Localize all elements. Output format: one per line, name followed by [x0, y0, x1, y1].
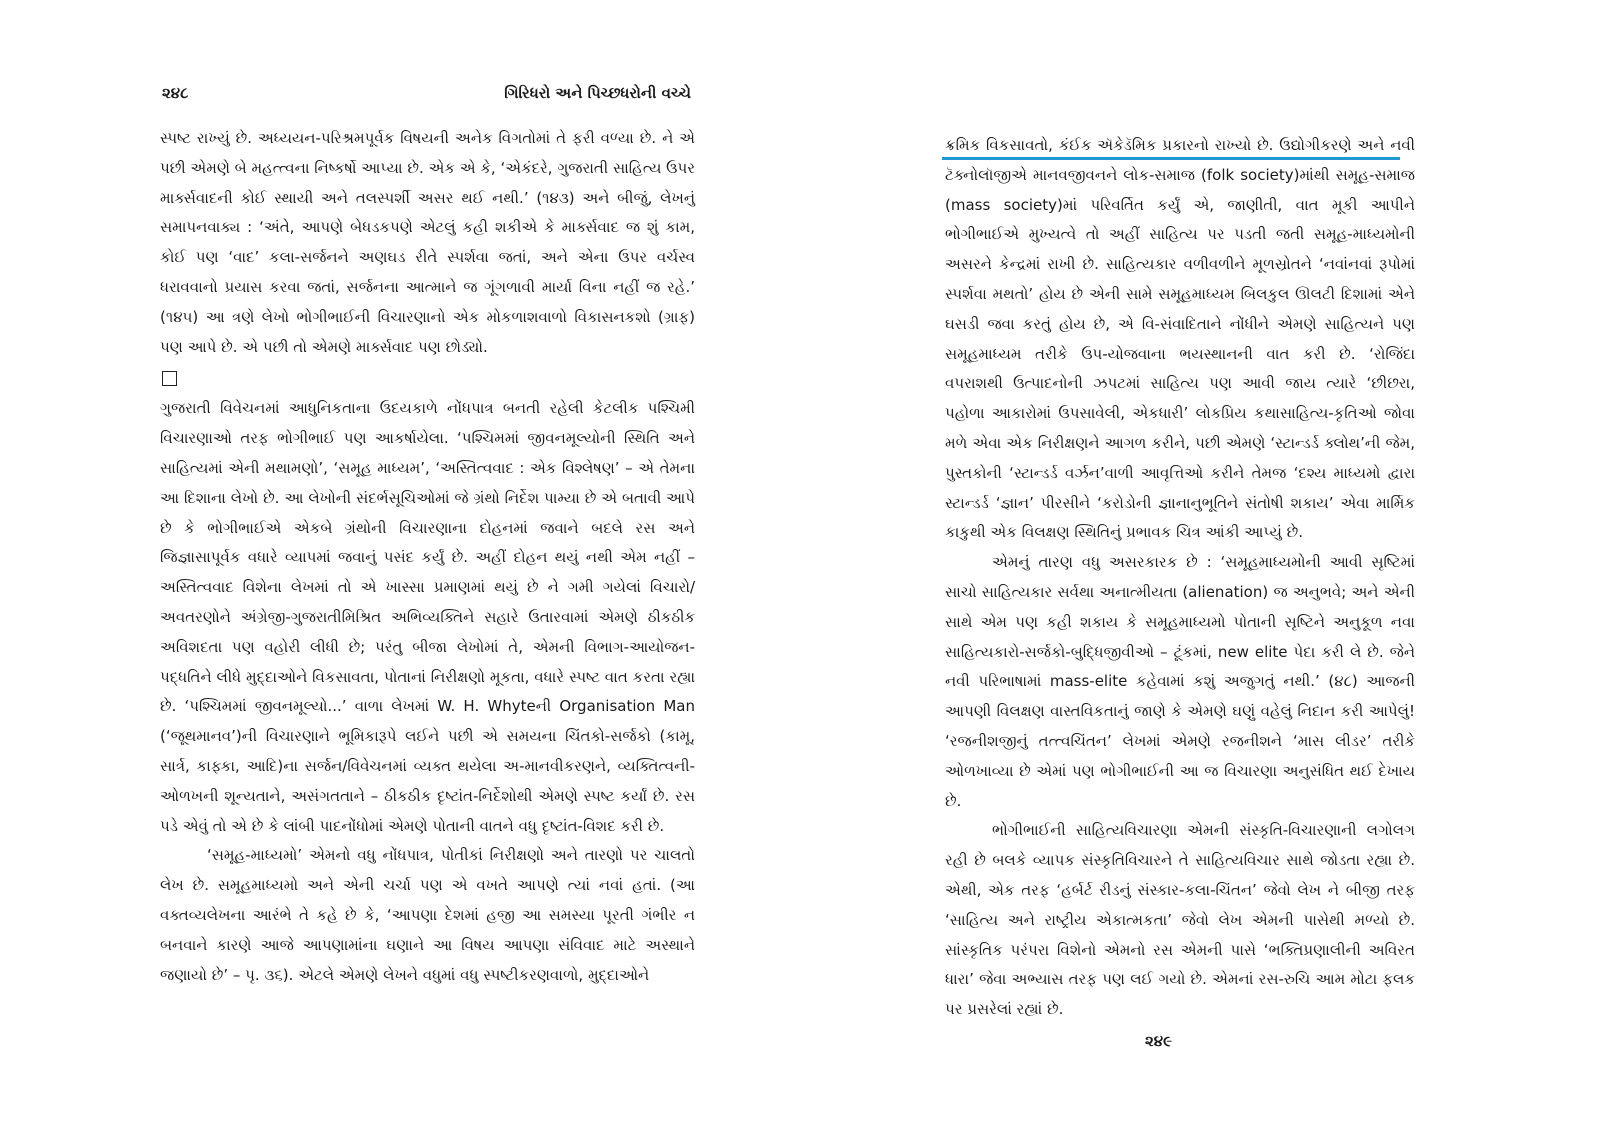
paragraph: ‘સમૂહ-માધ્યમો’ એમનો વધુ નોંધપાત્ર, પોતીકાં નિરીક્ષણો અને તારણો પર ચાલતો લેખ છે. સમૂહમાધ્યમો અને એની ચર્ચા પણ એ વખતે આપણે ત્યાં નવાં હતાં. (આ વક્તવ્યલેખના આરંભે તે કહે છે કે, ‘આપણા દેશમાં હજી આ સમસ્યા પૂરતી ગંભીર ન બનવાને કારણે આજે આપણામાંના ઘણાને આ વિષય આપણા સંવિવાદ માટે અસ્થાને જણાયો છે’ – પૃ. ૩૬). એટલે એમણે લેખને વધુમાં વધુ સ્પષ્ટીકરણવાળો, મુદ્દાઓને	[160, 846, 695, 984]
right-body-text	[945, 131, 1415, 1025]
paragraph: ક્રમિક વિકસાવતો, કંઈક ઍકેડૅમિક પ્રકારનો રાખ્યો છે. ઉદ્યોગીકરણે અને નવી ટૅક્નોલૉજીએ માનવજીવનને લોક-સમાજ (folk society)માંથી સમૂહ-સમાજ (mass society)માં પરિવર્તિત કર્યું એ, જાણીતી, વાત મૂકી આપીને ભોગીભાઈએ મુખ્યત્વે તો અહીં સાહિત્ય પર પડતી જતી સમૂહ-માધ્યમોની અસરને કેન્દ્રમાં રાખી છે. સાહિત્યકાર વળીવળીને મૂળસ્રોતને ‘નવાંનવાં રૂપોમાં સ્પર્શવા મથતો’ હોય છે એની સામે સમૂહમાધ્યમ બિલકુલ ઊલટી દિશામાં એને ઘસડી જવા કરતું હોય છે, એ વિ-સંવાદિતાને નોંધીને એમણે સાહિત્યને પણ સમૂહમાધ્યમ તરીકે ઉપ-યોજવાના ભયસ્થાનની વાત કરી છે. ‘રોજિંદા વપરાશથી ઉત્પાદનોની ઝપટમાં સાહિત્ય પણ આવી જાય ત્યારે ‘છીછરા, પહોળા આકારોમાં ઉપસાવેલી, એકધારી’ લોકપ્રિય કથાસાહિત્ય-કૃતિઓ જોવા મળે એવા એક નિરીક્ષણને આગળ કરીને, પછી એમણે ‘સ્ટાન્ડર્ડ ક્લોથ’ની જેમ, પુસ્તકોની ‘સ્ટાન્ડર્ડ વર્ઝન’વાળી આવૃત્તિઓ કરીને તેમજ ‘દશ્ય માધ્યમો દ્વારા સ્ટાન્ડર્ડ ‘જ્ઞાન’ પીરસીને ‘કરોડોની જ્ઞાનાનુભૂતિને સંતોષી શકાય’ એવા માર્મિક કાકુથી એક વિલક્ષણ સ્થિતિનું પ્રભાવક ચિત્ર આંકી આપ્યું છે.	[945, 136, 1415, 542]
running-head	[160, 84, 695, 108]
page-number: ૨૪૯	[1145, 1032, 1172, 1050]
paragraph: ગુજરાતી વિવેચનમાં આધુનિકતાના ઉદયકાળે નોંધપાત્ર બનતી રહેલી કેટલીક પશ્ચિમી વિચારણાઓ તરફ ભોગીભાઈ પણ આકર્ષાયેલા. ‘પશ્ચિમમાં જીવનમૂલ્યોની સ્થિતિ અને સાહિત્યમાં એની મથામણો’, ‘સમૂહ માધ્યમ’, ‘અસ્તિત્વવાદ : એક વિશ્લેષણ’ – એ તેમના આ દિશાના લેખો છે. આ લેખોની સંદર્ભસૂચિઓમાં જે ગ્રંથો નિર્દેશ પામ્યા છે એ બતાવી આપે છે કે ભોગીભાઈએ એકબે ગ્રંથોની વિચારણાના દોહનમાં જવાને બદલે રસ અને જિજ્ઞાસાપૂર્વક વધારે વ્યાપમાં જવાનું પસંદ કર્યું છે. અહીં દોહન થયું નથી એમ નહીં – અસ્તિત્વવાદ વિશેના લેખમાં તો એ ખાસ્સા પ્રમાણમાં થયું છે ને ગમી ગયેલાં વિચારો/અવતરણોને અંગ્રેજી-ગુજરાતીમિશ્રિત અભિવ્યક્તિને સહારે ઉતારવામાં એમણે ઠીકઠીક અવિશદતા પણ વહોરી લીધી છે; પરંતુ બીજા લેખોમાં તે, એમની વિભાગ-આયોજન-પદ્ધતિને લીધે મુદ્દાઓને વિકસાવતા, પોતાનાં નિરીક્ષણો મૂકતા, વધારે સ્પષ્ટ વાત કરતા રહ્યા છે. ‘પશ્ચિમમાં જીવનમૂલ્યો...’ વાળા લેખમાં W. H. Whyteની Organisation Man (‘જૂથમાનવ’)ની વિચારણાને ભૂમિકારૂપે લઈને પછી એ સમયના ચિંતકો-સર્જકો (કામૂ, સાર્ત્ર, કાફ્કા, આદિ)ના સર્જન/વિવેચનમાં વ્યક્ત થયેલા અ-માનવીકરણને, વ્યક્તિત્વની-ઓળખની શૂન્યતાને, અસંગતતાને – ઠીકઠીક દૃષ્ટાંત-નિર્દેશોથી એમણે સ્પષ્ટ કર્યાં છે. રસ પડે એવું તો એ છે કે લાંબી પાદનોંધોમાં એમણે પોતાની વાતને વધુ દૃષ્ટાંત-વિશદ કરી છે.	[160, 399, 695, 835]
paragraph: એમનું તારણ વધુ અસરકારક છે : ‘સમૂહમાધ્યમોની આવી સૃષ્ટિમાં સાચો સાહિત્યકાર સર્વથા અનાત્મીયતા (alienation) જ અનુભવે; અને એની સાથે એમ પણ કહી શકાય કે સમૂહમાધ્યમો પોતાની સૃષ્ટિને અનુકૂળ નવા સાહિત્યકારો-સર્જકો-બુદ્ધિજીવીઓ – ટૂંકમાં, new elite પેદા કરી લે છે. જેને નવી પરિભાષામાં mass-elite કહેવામાં કશું અજુગતું નથી.’ (૪૮) આજની આપણી વિલક્ષણ વાસ્તવિકતાનું જાણે કે એમણે ઘણું વહેલું નિદાન કરી આપેલું! ‘રજનીશજીનું તત્ત્વચિંતન’ લેખમાં એમણે રજનીશને ‘માસ લીડર’ તરીકે ઓળખાવ્યા છે એમાં પણ ભોગીભાઈની આ જ વિચારણા અનુસંધિત થઈ દેખાય છે.	[945, 553, 1415, 810]
highlight-underline	[942, 157, 1400, 160]
running-title: ગિરિધરો અને પિચ્છધરોની વચ્ચે	[504, 84, 691, 102]
square-section-mark-icon	[162, 371, 177, 386]
paragraph: સ્પષ્ટ રાખ્યું છે. અધ્યયન-પરિશ્રમપૂર્વક વિષયની અનેક વિગતોમાં તે ફરી વળ્યા છે. ને એ પછી એમણે બે મહત્ત્વના નિષ્કર્ષો આપ્યા છે. એક એ કે, ‘એકંદરે, ગુજરાતી સાહિત્ય ઉપર માર્ક્સવાદની કોઈ સ્થાયી અને તલસ્પર્શી અસર થઈ નથી.’ (૧૪૩) અને બીજું, લેખનું સમાપનવાક્ય : ‘અંતે, આપણે બેધડકપણે એટલું કહી શકીએ કે માર્ક્સવાદ જ શું કામ, કોઈ પણ ‘વાદ’ કલા-સર્જનને અણઘડ રીતે સ્પર્શવા જતાં, અને એના ઉપર વર્ચસ્વ ધરાવવાનો પ્રયાસ કરવા જતાં, સર્જનના આત્માને જ ગૂંગળાવી માર્યા વિના નહીં જ રહે.’ (૧૪૫) આ ત્રણે લેખો ભોગીભાઈની વિચારણાનો એક મોકળાશવાળો વિકાસનકશો (ગ્રાફ) પણ આપે છે. એ પછી તો એમણે માર્ક્સવાદ પણ છોડ્યો.	[160, 129, 695, 356]
page-number: ૨૪૮	[162, 84, 189, 102]
paragraph: ભોગીભાઈની સાહિત્યવિચારણા એમની સંસ્કૃતિ-વિચારણાની લગોલગ રહી છે બલકે વ્યાપક સંસ્કૃતિવિચારને તે સાહિત્યવિચાર સાથે જોડતા રહ્યા છે. એથી, એક તરફ ‘હર્બર્ટ રીડનું સંસ્કાર-કલા-ચિંતન’ જેવો લેખ ને બીજી તરફ ‘સાહિત્ય અને રાષ્ટ્રીય એકાત્મકતા’ જેવો લેખ એમની પાસેથી મળ્યો છે. સાંસ્કૃતિક પરંપરા વિશેનો એમનો રસ એમની પાસે ‘ભક્તિપ્રણાલીની અવિરત ધારા’ જેવા અભ્યાસ તરફ પણ લઈ ગયો છે. એમનાં રસ-રુચિ આમ મોટા ફલક પર પ્રસરેલાં રહ્યાં છે.	[945, 821, 1415, 1019]
left-body-text	[160, 124, 695, 990]
